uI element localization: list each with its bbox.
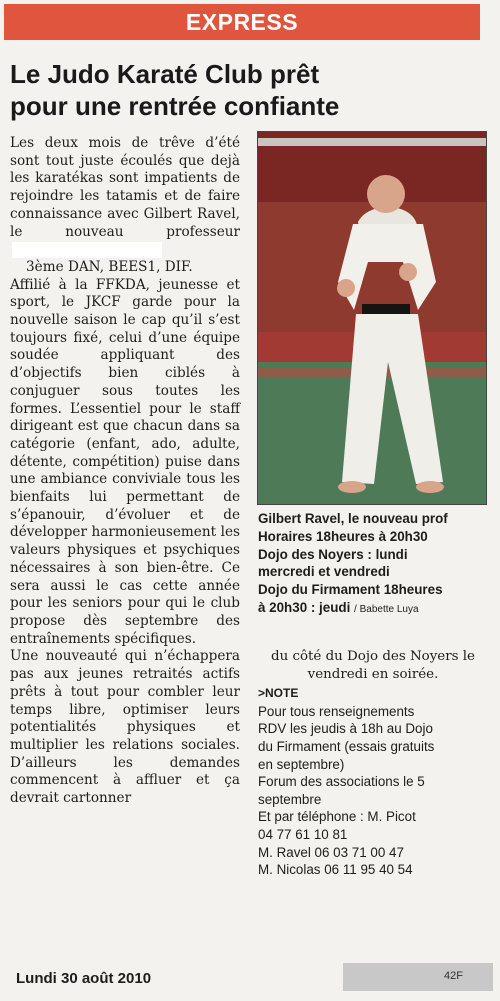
note-line: Et par téléphone : M. Picot — [258, 809, 416, 825]
photo-credit: / Babette Luya — [354, 603, 419, 615]
article-body — [10, 135, 240, 808]
note-line: Pour tous renseignements — [258, 703, 415, 719]
note-line: du Firmament (essais gratuits — [258, 738, 435, 754]
page-number: 42F — [444, 970, 463, 982]
body-paragraph-1b-text: 3ème DAN, BEES1, DIF. — [26, 258, 193, 275]
body-paragraph-1 — [10, 135, 240, 259]
note-line: RDV les jeudis à 18h au Dojo — [258, 721, 433, 737]
note-line: M. Ravel 06 03 71 00 47 — [258, 844, 404, 860]
caption-line-6 — [258, 599, 488, 619]
caption-line-1: Gilbert Ravel, le nouveau prof — [258, 511, 448, 526]
right-column — [258, 648, 488, 879]
note-line: Forum des associations le 5 — [258, 774, 425, 790]
footer-date: Lundi 30 août 2010 — [16, 970, 152, 987]
footer-bar — [343, 963, 493, 991]
body-continuation: du côté du Dojo des Noyers le vendredi en soirée. — [271, 649, 475, 682]
note-line: M. Nicolas 06 11 95 40 54 — [258, 862, 413, 878]
caption-line-3: Dojo des Noyers : lundi — [258, 546, 408, 562]
body-paragraph-3: Une nouveauté qui n’échappera pas aux jeunes retraités actifs prêts à tout pour combler leur temps libre, optimiser leurs potentialités physiques et multiplier les relations sociales. D’ailleurs les demandes commencent à affluer et ça devrait cartonner — [10, 648, 240, 807]
headline-line-1: Le Judo Karaté Club prêt — [10, 59, 320, 89]
article-headline — [10, 58, 480, 122]
section-banner: EXPRESS — [4, 4, 480, 40]
redacted-box — [12, 242, 162, 258]
body-paragraph-1b — [10, 259, 240, 277]
caption-line-2: Horaires 18heures à 20h30 — [258, 528, 428, 544]
body-paragraph-2: Affilié à la FFKDA, jeunesse et sport, le JKCF garde pour la nouvelle saison le cap qu’il s’est toujours fixé, celui d’une équipe soudée appliquant des d’objectifs bien ciblés à conjuguer sous toutes les formes. L’essentiel pour le staff dirigeant est que chacun dans sa catégorie (enfant, ado, adulte, détente, compétition) puise dans une ambiance conviviale tous les bienfaits lui permettant de s’épanouir, d’évoluer et de développer harmonieusement les valeurs physiques et psychiques nécessaires à son bien-être. Ce sera aussi le cas cette année pour les seniors pour qui le club propose dès septembre des entraînements spécifiques. — [10, 276, 240, 647]
photo-caption — [258, 510, 488, 619]
caption-line-4: mercredi et vendredi — [258, 564, 390, 580]
note-line: 04 77 61 10 81 — [258, 826, 348, 842]
caption-line-6-text: à 20h30 : jeudi — [258, 599, 351, 615]
note-line: en septembre) — [258, 756, 345, 772]
body-paragraph-1-text: Les deux mois de trêve d’été sont tout juste écoulés que dejà les karatékas sont impatients de rejoindre les tatamis et de faire connaissance avec Gilbert Ravel, le nouveau professeur — [10, 135, 240, 240]
headline-line-2: pour une rentrée confiante — [10, 91, 340, 121]
note-label: >NOTE — [258, 686, 299, 701]
judoka-illustration — [258, 132, 486, 504]
caption-line-5: Dojo du Firmament 18heures — [258, 582, 443, 598]
article-photo — [257, 131, 487, 505]
note-line: septembre — [258, 791, 322, 807]
